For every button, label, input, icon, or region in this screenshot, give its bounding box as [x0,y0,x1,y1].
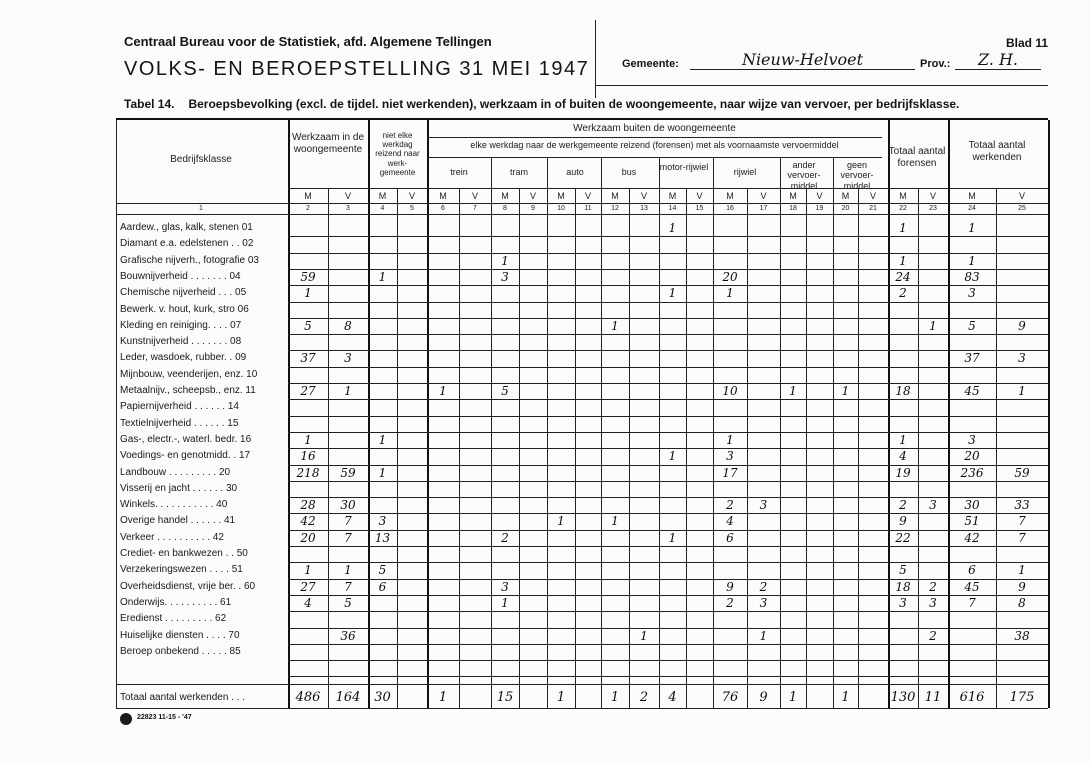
row-label: Visserij en jacht . . . . . . 30 [120,482,238,494]
row-label: Aardew., glas, kalk, stenen 01 [120,222,253,233]
row-rule [288,334,1048,335]
gender-v: V [929,191,936,201]
total-cell: 11 [924,690,942,705]
column-number: 18 [789,205,797,212]
column-number: 7 [473,205,477,212]
table-cell: 3 [1018,351,1026,366]
gender-m: M [899,191,907,201]
table-cell: 3 [378,514,387,529]
column-number: 21 [869,205,877,212]
table-cell: 236 [960,465,984,480]
table-cell: 9 [899,514,907,529]
table-cell: 1 [668,286,677,301]
table-cell: 6 [378,579,387,594]
column-rule [601,158,602,708]
total-cell: 4 [668,690,677,705]
gender-v: V [471,191,478,201]
table-cell: 1 [304,286,312,301]
column-rule [833,158,834,708]
table-bottom-rule [116,708,1048,709]
table-cell: 2 [929,579,937,594]
form-code: 22823 11-15 - '47 [137,714,192,721]
row-label: Eredienst . . . . . . . . . 62 [120,613,227,625]
gender-m: M [611,191,619,201]
row-rule [288,562,1048,563]
column-number: 22 [899,205,907,212]
table-cell: 3 [929,595,937,610]
table-cell: 1 [968,221,976,235]
row-label: Bouwnijverheid . . . . . . . 04 [120,270,241,282]
total-row-label: Totaal aantal werkenden . . . [120,692,246,703]
row-label: Grafische nijverh., fotografie 03 [120,254,259,266]
table-cell: 218 [296,465,320,480]
table-cell: 8 [1018,595,1026,610]
table-cell: 9 [1018,318,1026,333]
row-label: Bewerk. v. hout, kurk, stro 06 [120,303,249,315]
row-rule [288,253,1048,254]
table-cell: 7 [344,579,352,594]
row-label: Voedings- en genotmidd. . 17 [120,450,251,462]
row-label: Overheidsdienst, vrije ber. . 60 [120,580,256,592]
row-rule [288,383,1048,384]
column-number: 24 [968,205,976,212]
row-label: Verkeer . . . . . . . . . . 42 [120,531,224,543]
row-rule [288,644,1048,645]
table-cell: 1 [501,253,509,268]
column-number: 6 [441,205,445,212]
table-cell: 1 [378,432,387,447]
gender-v: V [760,191,767,201]
gender-v: V [1018,191,1025,201]
table-cell: 2 [929,628,937,643]
total-cell: 1 [841,690,850,705]
column-number: 20 [841,205,850,212]
gender-m: M [501,191,509,201]
table-cell: 1 [668,530,677,545]
row-label: Leder, wasdoek, rubber. . 09 [120,352,247,364]
column-number: 14 [668,205,677,212]
table-cell: 1 [726,432,734,447]
table-cell: 5 [344,595,352,610]
table-cell: 18 [895,579,911,594]
row-rule [288,236,1048,237]
row-label: Kunstnijverheid . . . . . . . 08 [120,336,242,348]
column-number: 2 [306,205,310,212]
table-cell: 3 [968,286,976,301]
table-cell: 1 [929,318,937,333]
row-rule [288,465,1048,466]
table-cell: 1 [501,595,509,610]
table-cell: 1 [789,384,797,398]
row-label: Chemische nijverheid . . . 05 [120,287,247,299]
row-label: Verzekeringswezen . . . . 51 [120,564,243,576]
total-cell: 30 [374,690,391,705]
total-cell: 130 [890,690,916,705]
table-cell: 1 [841,384,850,398]
header-niet-elke-werkdag: niet elke werkdag reizend naar werk-gemeente [375,131,420,177]
table-cell: 51 [964,514,980,529]
row-label: Gas-, electr.-, waterl. bedr. 16 [120,433,252,445]
table-cell: 17 [722,465,738,480]
table-cell: 3 [344,351,352,366]
column-number: 16 [726,205,734,212]
table-cell: 3 [726,449,734,464]
header-elke-werkdag: elke werkdag naar de werkgemeente reizend (forensen) met als voornaamste vervoermiddel [470,140,839,150]
row-rule [288,660,1048,661]
colnum-rule-top [116,203,1048,204]
table-cell: 10 [722,384,738,398]
column-number: 9 [531,205,535,212]
total-cell: 1 [788,690,798,705]
table-cell: 2 [726,595,734,610]
table-cell: 2 [899,498,907,513]
header-werkzaam-buiten: Werkzaam buiten de woongemeente [573,123,736,134]
table-cell: 42 [964,530,980,545]
table-cell: 19 [895,465,911,480]
total-rule-top [116,684,1048,685]
table-cell: 30 [340,498,356,513]
table-cell: 42 [300,514,316,529]
table-cell: 27 [300,384,316,398]
table-cell: 1 [557,514,565,529]
column-number: 23 [929,205,937,212]
table-cell: 9 [726,579,734,594]
column-number: 5 [410,205,414,212]
table-cell: 3 [968,432,976,447]
table-cell: 1 [439,384,447,398]
row-label: Kleding en reiniging. . . . 07 [120,319,242,331]
column-number: 25 [1018,205,1026,212]
row-label: Crediet- en bankwezen . . 50 [120,548,248,559]
gender-m: M [304,191,312,201]
table-cell: 4 [726,514,734,529]
gender-v: V [816,191,823,201]
gender-v: V [344,191,351,201]
header-underline [595,85,1048,86]
table-cell: 59 [340,465,356,480]
total-cell: 616 [959,690,985,705]
row-label: Winkels. . . . . . . . . . . 40 [120,499,228,511]
column-number: 15 [695,205,704,212]
table-cell: 36 [340,628,356,643]
body-rule-top [116,214,1048,215]
gender-m: M [557,191,565,201]
row-label: Metaalnijv., scheepsb., enz. 11 [120,385,256,396]
header-divider [595,20,596,98]
row-label: Textielnijverheid . . . . . . 15 [120,417,239,429]
gender-m: M [841,191,850,201]
total-cell: 76 [721,690,739,705]
table-cell: 1 [899,253,907,268]
table-cell: 37 [300,351,316,366]
table-cell: 7 [1018,514,1026,529]
row-rule [288,611,1048,612]
table-cell: 3 [501,579,509,594]
table-cell: 1 [378,269,387,284]
row-rule [288,432,1048,433]
table-cell: 1 [899,432,907,447]
table-cell: 3 [501,269,509,284]
table-cell: 13 [374,530,391,545]
column-rule [491,158,492,708]
header-geen-vervoermiddel: geen vervoer-middel [840,160,874,191]
table-cell: 24 [895,269,911,284]
column-number: 12 [611,205,619,212]
table-cell: 1 [899,221,907,235]
table-cell: 5 [501,384,509,398]
table-cell: 1 [611,514,619,529]
row-label: Mijnbouw, veenderijen, enz. 10 [120,368,258,380]
table-cell: 5 [899,563,907,578]
table-cell: 1 [304,563,312,578]
gender-v: V [640,191,647,201]
table-cell: 45 [964,579,980,594]
header-subrule [427,157,882,158]
row-rule [288,350,1048,351]
gender-v: V [696,191,703,201]
row-rule [288,269,1048,270]
table-cell: 2 [759,579,768,594]
row-label: Landbouw . . . . . . . . . 20 [120,466,231,478]
table-cell: 1 [344,384,352,398]
gender-v: V [584,191,591,201]
table-cell: 1 [1018,563,1026,578]
table-cell: 6 [968,563,976,578]
table-cell: 18 [895,384,911,398]
header-subrule [427,137,882,138]
row-rule [288,416,1048,417]
column-number: 4 [380,205,385,212]
table-cell: 27 [300,579,316,594]
form-title: VOLKS- EN BEROEPSTELLING 31 MEI 1947 [124,58,590,80]
table-cell: 8 [344,318,352,333]
table-cell: 45 [964,384,980,398]
row-label: Diamant e.a. edelstenen . . 02 [120,238,254,250]
table-cell: 1 [378,465,387,480]
table-cell: 1 [1018,384,1026,398]
gender-v: V [869,191,876,201]
table-cell: 2 [501,530,509,545]
row-label: Huiselijke diensten . . . . 70 [120,629,240,641]
column-rule [780,158,781,708]
table-cell: 1 [344,563,352,578]
column-rule [659,158,660,708]
table-cell: 59 [300,269,316,284]
table-cell: 2 [726,498,734,513]
table-cell: 3 [929,498,937,513]
left-rule [116,120,117,708]
table-cell: 4 [304,595,312,610]
table-cell: 9 [1018,579,1026,594]
table-cell: 7 [1018,530,1026,545]
table-cell: 5 [304,318,312,333]
table-label: Tabel 14. [124,97,175,111]
row-rule [288,399,1048,400]
header-bus: bus [621,167,637,177]
row-rule [288,367,1048,368]
total-cell: 2 [639,690,649,705]
organisation-heading: Centraal Bureau voor de Statistiek, afd. Algemene Tellingen [124,34,492,49]
table-cell: 30 [964,498,980,513]
total-cell: 486 [295,690,321,705]
gender-m: M [668,191,677,201]
table-cell: 3 [759,595,768,610]
header-rijwiel: rijwiel [733,167,757,177]
total-cell: 15 [496,690,514,705]
total-cell: 1 [556,690,566,705]
table-cell: 1 [726,286,734,301]
table-cell: 3 [899,595,907,610]
column-number: 1 [199,205,203,212]
province-label: Prov.: [920,58,951,70]
row-rule [288,546,1048,547]
table-cell: 1 [759,628,768,643]
table-cell: 37 [964,351,980,366]
gemeente-label: Gemeente: [622,58,679,70]
table-cell: 1 [304,432,312,447]
gender-v: V [408,191,415,201]
gender-m: M [439,191,447,201]
column-number: 10 [557,205,565,212]
column-number: 17 [759,205,768,212]
gender-m: M [968,191,976,201]
header-ander-vervoermiddel: ander vervoer-middel [787,160,821,191]
header-totaal-werkenden: Totaal aantal werkenden [968,140,1026,163]
row-label: Beroep onbekend . . . . . 85 [120,645,241,657]
table-title: Beroepsbevolking (excl. de tijdel. niet werkenden), werkzaam in of buiten de woongemeente, naar wijze van vervoer, per bedrijfsklasse. [188,97,960,111]
gender-rule-top [288,188,1048,189]
total-cell: 1 [610,690,620,705]
header-werkzaam-woongemeente: Werkzaam in de woongemeente [291,132,365,155]
table-cell: 20 [300,530,316,545]
gemeente-value: Nieuw-Helvoet [690,50,915,70]
table-cell: 2 [899,286,907,301]
table-cell: 1 [968,253,976,268]
column-number: 11 [584,205,592,212]
table-caption [124,97,959,111]
row-rule [288,481,1048,482]
column-rule [1048,120,1050,708]
table-cell: 7 [344,530,352,545]
total-cell: 1 [438,690,448,705]
row-label: Overige handel . . . . . . 41 [120,515,236,527]
column-number: 8 [503,205,507,212]
table-cell: 22 [895,530,911,545]
table-cell: 16 [300,449,316,464]
table-cell: 6 [726,530,734,545]
row-label: Papiernijverheid . . . . . . 14 [120,401,239,413]
table-cell: 7 [968,595,976,610]
header-tram: tram [510,167,528,177]
total-cell: 164 [335,690,361,705]
table-cell: 20 [964,449,980,464]
table-cell: 5 [968,318,976,333]
table-cell: 38 [1014,628,1030,643]
header-totaal-forensen: Totaal aantal forensen [888,146,946,169]
table-cell: 1 [640,628,648,643]
table-cell: 33 [1014,498,1030,513]
column-number: 13 [640,205,648,212]
header-trein: trein [450,167,468,177]
row-rule [288,513,1048,514]
province-value: Z. H. [955,50,1041,70]
column-number: 19 [815,205,824,212]
row-label: Onderwijs. . . . . . . . . . 61 [120,596,232,608]
table-cell: 28 [300,498,316,513]
table-cell: 1 [611,318,619,333]
table-top-rule [116,118,1048,120]
gender-v: V [529,191,536,201]
table-cell: 7 [344,514,352,529]
gender-m: M [726,191,734,201]
header-motorrijwiel: motor-rijwiel [659,162,709,172]
page-number: Blad 11 [1006,36,1049,50]
table-cell: 83 [964,269,980,284]
table-cell: 1 [668,449,677,464]
header-auto: auto [566,167,584,177]
cbs-logo-icon [120,713,132,725]
column-rule [547,158,548,708]
row-rule [288,676,1048,677]
total-cell: 175 [1009,690,1035,705]
gender-m: M [789,191,797,201]
table-cell: 5 [378,563,387,578]
gender-m: M [378,191,387,201]
table-cell: 59 [1014,465,1030,480]
row-rule [288,302,1048,303]
header-bedrijfsklasse: Bedrijfsklasse [170,154,232,165]
table-cell: 4 [899,449,907,464]
table-cell: 1 [668,221,677,235]
table-cell: 3 [759,498,768,513]
column-number: 3 [346,205,350,212]
table-cell: 20 [722,269,738,284]
total-cell: 9 [759,690,768,705]
